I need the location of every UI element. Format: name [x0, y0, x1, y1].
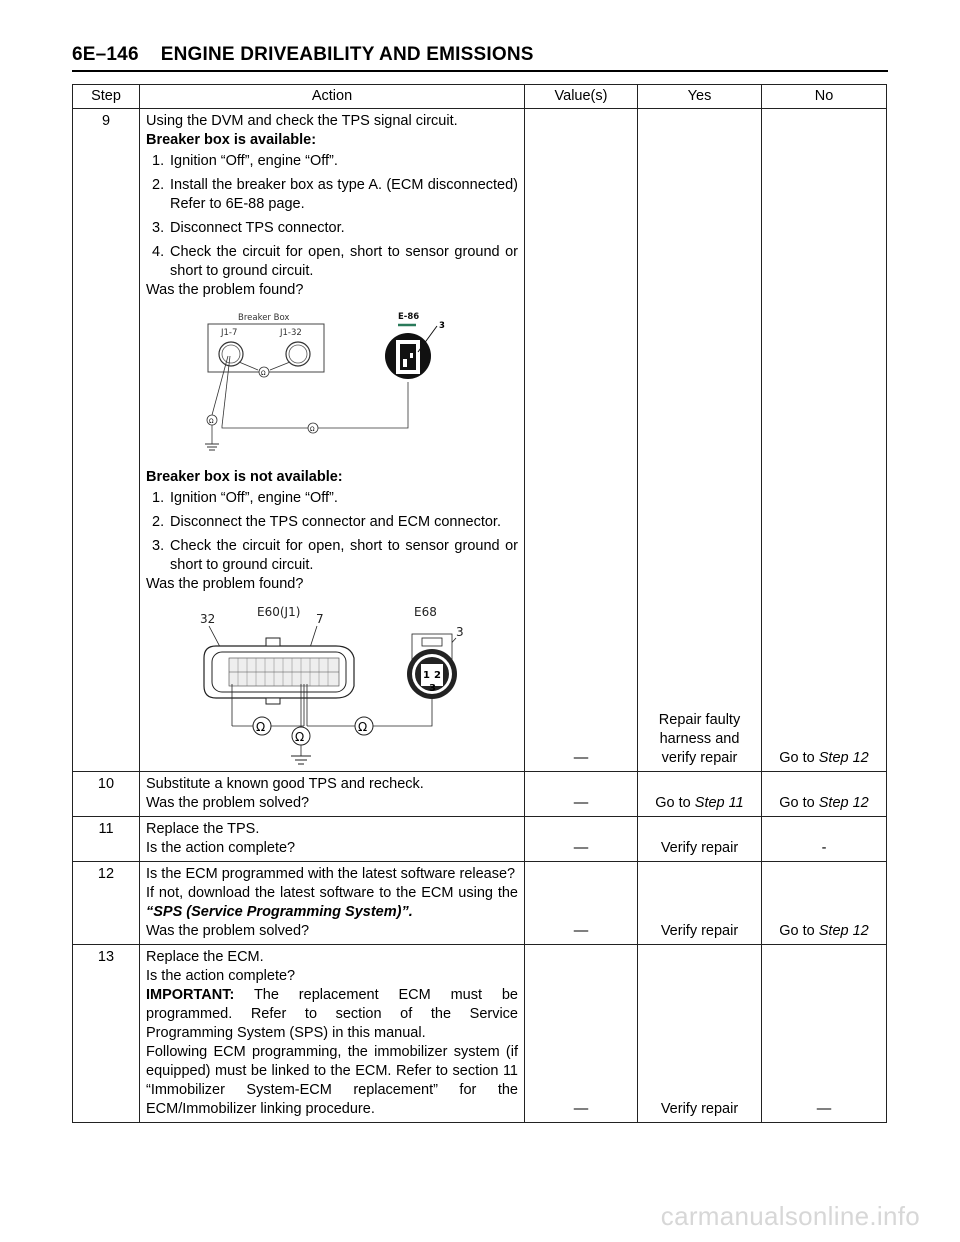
- no-cell: Go to Step 12: [762, 862, 887, 945]
- pin-label-7: 7: [316, 612, 324, 626]
- step-number: 13: [73, 945, 140, 1123]
- unavailable-list: [146, 489, 518, 575]
- watermark: carmanualsonline.info: [660, 1201, 920, 1231]
- list-item: 1. Ignition “Off”, engine “Off”.: [152, 153, 338, 169]
- action-intro: Using the DVM and check the TPS signal circuit.: [146, 113, 458, 129]
- breaker-box-label: Breaker Box: [238, 313, 290, 323]
- question-a: Was the problem found?: [146, 282, 304, 298]
- action-cell: Replace the TPS. Is the action complete?: [140, 817, 525, 862]
- list-item: 2. Disconnect the TPS connector and ECM connector.: [152, 514, 501, 530]
- svg-text:Ω: Ω: [256, 720, 266, 734]
- values-cell: —: [525, 862, 638, 945]
- pin-label-3: 3: [456, 625, 464, 639]
- no-cell: Go to Step 12: [762, 772, 887, 817]
- no-cell: —: [762, 945, 887, 1123]
- col-yes: Yes: [638, 85, 762, 109]
- available-heading: Breaker box is available:: [146, 132, 317, 148]
- list-item: 3. Disconnect TPS connector.: [152, 220, 345, 236]
- yes-cell: Go to Step 11: [638, 772, 762, 817]
- diagnostic-table: [72, 84, 887, 1123]
- important-label: IMPORTANT:: [146, 987, 235, 1003]
- breaker-box-diagram: [146, 304, 518, 464]
- yes-cell: Verify repair: [638, 862, 762, 945]
- yes-cell: Repair faulty harness and verify repair: [638, 109, 762, 772]
- section-title: ENGINE DRIVEABILITY AND EMISSIONS: [160, 44, 534, 65]
- svg-text:1: 1: [423, 670, 430, 681]
- action-cell: [140, 109, 525, 772]
- page-header: [72, 44, 534, 66]
- header-rule: [72, 70, 888, 72]
- table-row-step-13: [73, 945, 887, 1123]
- action-cell: Is the ECM programmed with the latest software release? If not, download the latest software to the ECM using the “SPS (Service Programming System)”. Was the problem solved?: [140, 862, 525, 945]
- values-cell: —: [525, 772, 638, 817]
- list-item: 2. Install the breaker box as type A. (ECM disconnected) Refer to 6E-88 page.: [152, 177, 518, 212]
- action-cell: Replace the ECM. Is the action complete? IMPORTANT: The replacement ECM must be programmed. Refer to section of the Service Programming System (SPS) in this manual. Following ECM programming, the immobilizer system (if equipped) must be linked to the ECM. Refer to section 11 “Immobilizer System-ECM replacement” for the ECM/Immobilizer linking procedure.: [140, 945, 525, 1123]
- page-number: 6E–146: [72, 44, 139, 65]
- svg-text:Ω: Ω: [310, 426, 315, 433]
- available-list: [146, 152, 518, 281]
- unavailable-heading: Breaker box is not available:: [146, 469, 343, 485]
- pin-label-32: 32: [200, 612, 216, 626]
- col-values: Value(s): [525, 85, 638, 109]
- svg-text:Ω: Ω: [209, 418, 214, 425]
- svg-text:3: 3: [429, 683, 436, 694]
- step-number: 12: [73, 862, 140, 945]
- svg-text:Ω: Ω: [261, 370, 266, 377]
- yes-cell: Verify repair: [638, 945, 762, 1123]
- no-cell: -: [762, 817, 887, 862]
- table-header-row: [73, 85, 887, 109]
- pin-label-j1-7: J1-7: [221, 328, 238, 338]
- connector-label-e86: E-86: [398, 312, 420, 322]
- list-item: 3. Check the circuit for open, short to sensor ground or short to ground circuit.: [152, 538, 518, 573]
- values-cell: —: [525, 109, 638, 772]
- table-row-step-9: [73, 109, 887, 772]
- question-b: Was the problem found?: [146, 576, 304, 592]
- list-item: 1. Ignition “Off”, engine “Off”.: [152, 490, 338, 506]
- ecm-connector-diagram: [146, 598, 518, 768]
- pin-label-j1-32: J1-32: [280, 328, 302, 338]
- svg-text:Ω: Ω: [358, 720, 368, 734]
- table-row-step-12: [73, 862, 887, 945]
- pin-label-3: 3: [439, 321, 445, 331]
- svg-text:2: 2: [434, 670, 441, 681]
- yes-cell: Verify repair: [638, 817, 762, 862]
- step-number: 11: [73, 817, 140, 862]
- col-action: Action: [140, 85, 525, 109]
- svg-text:Ω: Ω: [295, 730, 305, 744]
- tps-connector-label: E68: [414, 605, 437, 619]
- ecm-connector-label: E60(J1): [257, 605, 301, 619]
- step-number: 10: [73, 772, 140, 817]
- list-item: 4. Check the circuit for open, short to sensor ground or short to ground circuit.: [152, 244, 518, 279]
- values-cell: —: [525, 945, 638, 1123]
- action-cell: Substitute a known good TPS and recheck. Was the problem solved?: [140, 772, 525, 817]
- col-no: No: [762, 85, 887, 109]
- table-row-step-11: [73, 817, 887, 862]
- step-number: 9: [73, 109, 140, 772]
- table-row-step-10: [73, 772, 887, 817]
- values-cell: —: [525, 817, 638, 862]
- no-cell: Go to Step 12: [762, 109, 887, 772]
- col-step: Step: [73, 85, 140, 109]
